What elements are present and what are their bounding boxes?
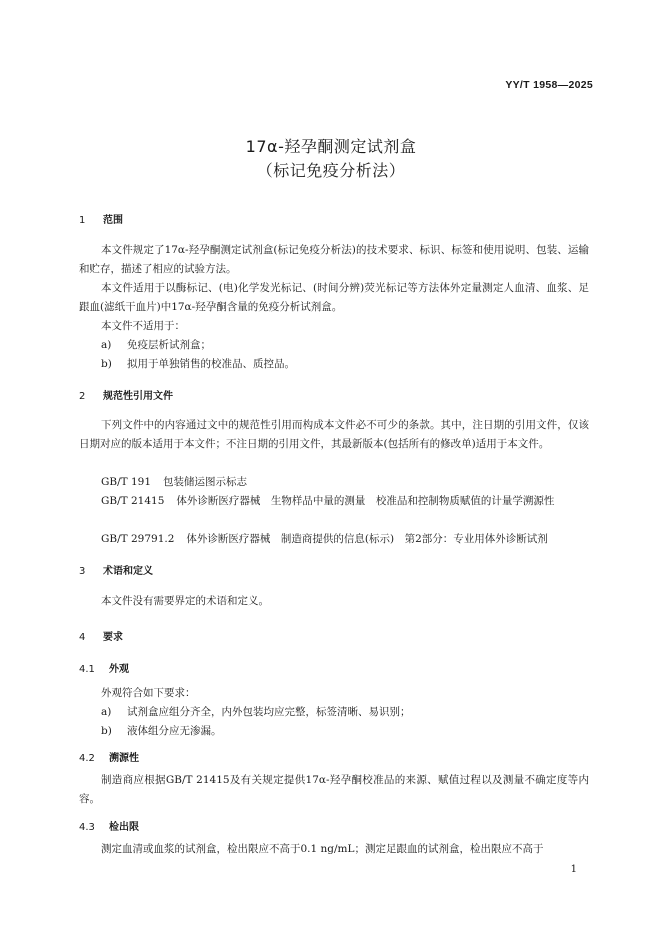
list-item [101, 722, 222, 741]
section-1-paragraph-3: 本文件不适用于： [101, 320, 185, 332]
section-1-paragraph-1: 本文件规定了17α-羟孕酮测定试剂盒(标记免疫分析法)的技术要求、标识、标签和使用说明、包装、运输和贮存，描述了相应的试验方法。 [79, 244, 589, 275]
document-title: 17α-羟孕酮测定试剂盒 [245, 137, 417, 156]
list-item [101, 703, 411, 722]
section-title: 外观 [109, 664, 129, 675]
reference-title: 体外诊断医疗器械 制造商提供的信息(标示) 第2部分：专业用体外诊断试剂 [186, 533, 548, 545]
section-3-heading [79, 562, 153, 577]
section-4-1-paragraph-1: 外观符合如下要求： [101, 687, 196, 699]
reference-code: GB/T 21415 [101, 495, 165, 507]
section-title: 范围 [103, 215, 123, 226]
list-text: 拟用于单独销售的校准品、质控品。 [127, 358, 295, 370]
reference-code: GB/T 191 [101, 476, 152, 488]
section-title: 术语和定义 [103, 566, 153, 577]
section-4-3-paragraph-1: 测定血清或血浆的试剂盒，检出限应不高于0.1 ng/mL；测定足跟血的试剂盒，检出限应不高于 [101, 843, 544, 855]
section-4-1-heading [79, 660, 129, 675]
section-title: 要求 [103, 632, 123, 643]
document-subtitle: （标记免疫分析法） [256, 161, 406, 180]
section-title: 溯源性 [109, 753, 139, 764]
reference-title: 包装储运图示标志 [163, 476, 248, 488]
section-1-heading [79, 211, 123, 226]
section-4-2-paragraph-1: 制造商应根据GB/T 21415及有关规定提供17α-羟孕酮校准品的来源、赋值过程以及测量不确定度等内容。 [79, 774, 589, 805]
list-marker: a) [101, 339, 112, 351]
list-text: 试剂盒应组分齐全，内外包装均应完整，标签清晰、易识别； [127, 706, 411, 718]
section-1-paragraph-2: 本文件适用于以酶标记、(电)化学发光标记、(时间分辨)荧光标记等方法体外定量测定人血清、血浆、足跟血(滤纸干血片)中17α-羟孕酮含量的免疫分析试剂盒。 [79, 282, 589, 313]
reference-title: 体外诊断医疗器械 生物样品中量的测量 校准品和控制物质赋值的计量学溯源性 [176, 495, 555, 507]
section-4-heading [79, 628, 123, 643]
section-4-2-heading [79, 749, 139, 764]
section-number: 2 [79, 391, 86, 402]
section-number: 1 [79, 215, 86, 226]
list-text: 免疫层析试剂盒； [127, 339, 211, 351]
section-number: 3 [79, 566, 86, 577]
section-number: 4.1 [79, 664, 95, 675]
list-item [101, 336, 211, 355]
section-title: 检出限 [109, 822, 139, 833]
normative-reference [101, 530, 548, 549]
section-number: 4.2 [79, 753, 95, 764]
normative-reference [79, 492, 589, 511]
list-marker: b) [101, 725, 112, 737]
section-title: 规范性引用文件 [103, 391, 173, 402]
section-2-paragraph-1: 下列文件中的内容通过文中的规范性引用而构成本文件必不可少的条款。其中，注日期的引用文件，仅该日期对应的版本适用于本文件；不注日期的引用文件，其最新版本(包括所有的修改单)适用于本文件。 [79, 419, 589, 450]
normative-reference [101, 473, 247, 492]
list-marker: a) [101, 706, 112, 718]
reference-code: GB/T 29791.2 [101, 533, 175, 545]
page-number: 1 [570, 864, 577, 875]
standard-number: YY/T 1958—2025 [505, 79, 593, 91]
list-item [101, 355, 295, 374]
list-text: 液体组分应无渗漏。 [127, 725, 222, 737]
section-number: 4.3 [79, 822, 95, 833]
section-number: 4 [79, 632, 86, 643]
section-3-paragraph-1: 本文件没有需要界定的术语和定义。 [101, 595, 269, 607]
list-marker: b) [101, 358, 112, 370]
section-4-3-heading [79, 818, 139, 833]
section-2-heading [79, 387, 173, 402]
